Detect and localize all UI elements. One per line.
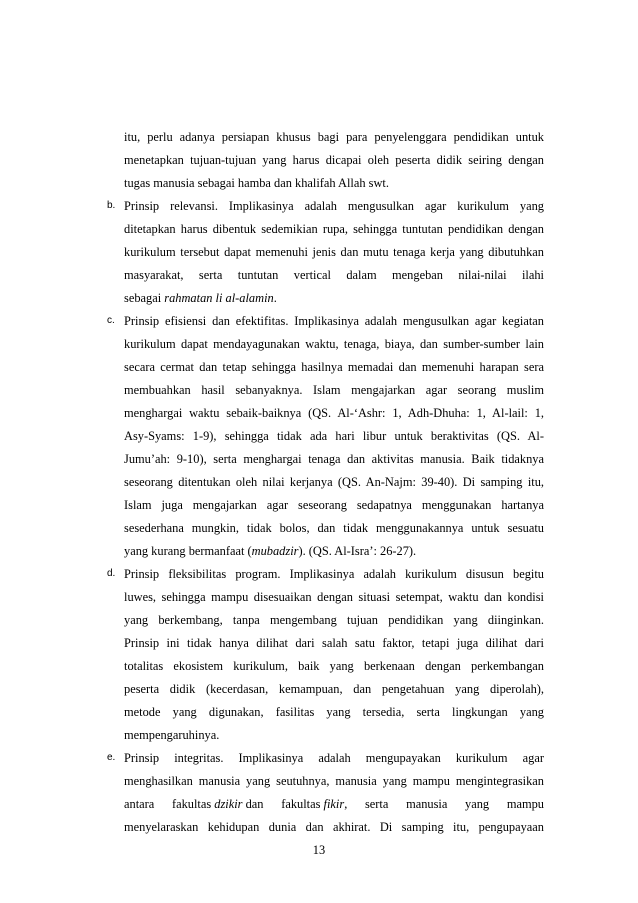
list-marker-c: c. — [107, 315, 115, 326]
text-run: yang — [465, 797, 490, 811]
body-line: menghargai waktu sebaik-baiknya (QS. Al-‘Ashr: 1, Adh-Dhuha: 1, Al-lail: 1, — [124, 406, 544, 420]
body-line: kurikulum tersebut dapat memenuhi jenis dan mutu tenaga kerja yang dibutuhkan — [124, 245, 544, 259]
body-line: seseorang ditentukan oleh nilai kerjanya (QS. An-Najm: 39-40). Di samping itu, — [124, 475, 544, 489]
body-line: yang berkembang, tanpa mengembang tujuan pendidikan yang diinginkan. — [124, 613, 544, 627]
text-run: ). (QS. Al-Isra’: 26-27). — [298, 544, 417, 558]
body-line: totalitas ekosistem kurikulum, baik yang berkenaan dengan perkembangan — [124, 659, 544, 673]
body-line: membuahkan hasil sebanyaknya. Islam mengajarkan agar seorang muslim — [124, 383, 544, 397]
body-line — [124, 796, 544, 812]
text-run: serta — [364, 797, 389, 811]
text-run: dan — [242, 797, 264, 811]
body-line: metode yang digunakan, fasilitas yang tersedia, serta lingkungan yang — [124, 705, 544, 719]
italic-term: mubadzir — [251, 544, 299, 558]
text-run: fakultas — [281, 797, 324, 811]
text-run: mampu — [506, 797, 544, 811]
body-line: tugas manusia sebagai hamba dan khalifah Allah swt. — [124, 176, 389, 190]
body-line: mempengaruhinya. — [124, 728, 220, 742]
body-line — [124, 543, 544, 559]
body-line: Prinsip integritas. Implikasinya adalah mengupayakan kurikulum agar — [124, 751, 544, 765]
body-line: secara cermat dan tetap sehingga hasilnya memadai dan memenuhi harapan sera — [124, 360, 544, 374]
list-marker-d: d. — [107, 568, 116, 579]
body-line: Prinsip efisiensi dan efektifitas. Implikasinya adalah mengusulkan agar kegiatan — [124, 314, 544, 328]
text-run: manusia — [406, 797, 448, 811]
body-line: Jumu’ah: 9-10), serta menghargai tenaga dan aktivitas manusia. Baik tidaknya — [124, 452, 544, 466]
italic-term: dzikir — [214, 797, 243, 811]
body-line: Prinsip ini tidak hanya dilihat dari salah satu faktor, tetapi juga dilihat dari — [124, 636, 544, 650]
body-line: kurikulum dapat mendayagunakan waktu, tenaga, biaya, dan sumber-sumber lain — [124, 337, 544, 351]
text-run: fakultas — [171, 797, 215, 811]
body-line: menyelaraskan kehidupan dunia dan akhirat. Di samping itu, pengupayaan — [124, 820, 544, 834]
body-line: masyarakat, serta tuntutan vertical dalam mengeban nilai-nilai ilahi — [124, 268, 544, 282]
body-line: sesederhana mungkin, tidak bolos, dan tidak menggunakannya untuk sesuatu — [124, 521, 544, 535]
text-run: antara — [124, 797, 155, 811]
body-line: luwes, sehingga mampu disesuaikan dengan situasi setempat, waktu dan kondisi — [124, 590, 544, 604]
body-line: menghasilkan manusia yang seutuhnya, manusia yang mampu mengintegrasikan — [124, 774, 544, 788]
text-run — [172, 796, 264, 812]
body-line: peserta didik (kecerdasan, kemampuan, dan pengetahuan yang diperolah), — [124, 682, 544, 696]
body-line: itu, perlu adanya persiapan khusus bagi para penyelenggara pendidikan untuk — [124, 130, 544, 144]
text-run: yang kurang bermanfaat ( — [124, 544, 252, 558]
body-line — [124, 290, 544, 306]
body-line: menetapkan tujuan-tujuan yang harus dicapai oleh peserta didik seiring dengan — [124, 153, 544, 167]
italic-term: fikir — [323, 797, 345, 811]
body-line: Prinsip fleksibilitas program. Implikasinya adalah kurikulum disusun begitu — [124, 567, 544, 581]
body-line: Asy-Syams: 1-9), sehingga tidak ada hari libur untuk beraktivitas (QS. Al- — [124, 429, 544, 443]
list-marker-e: e. — [107, 752, 116, 763]
text-run: , — [344, 797, 348, 811]
text-run: . — [273, 291, 277, 305]
text-run — [281, 796, 347, 812]
text-run: sebagai — [124, 291, 165, 305]
list-marker-b: b. — [107, 200, 116, 211]
page-number: 13 — [312, 843, 326, 857]
body-line: Prinsip relevansi. Implikasinya adalah mengusulkan agar kurikulum yang — [124, 199, 544, 213]
body-line: ditetapkan harus dibentuk sedemikian rupa, sehingga tuntutan pendidikan dengan — [124, 222, 544, 236]
body-line: Islam juga mengajarkan agar seseorang sedapatnya menggunakan hartanya — [124, 498, 544, 512]
italic-term: rahmatan li al-alamin — [164, 291, 274, 305]
